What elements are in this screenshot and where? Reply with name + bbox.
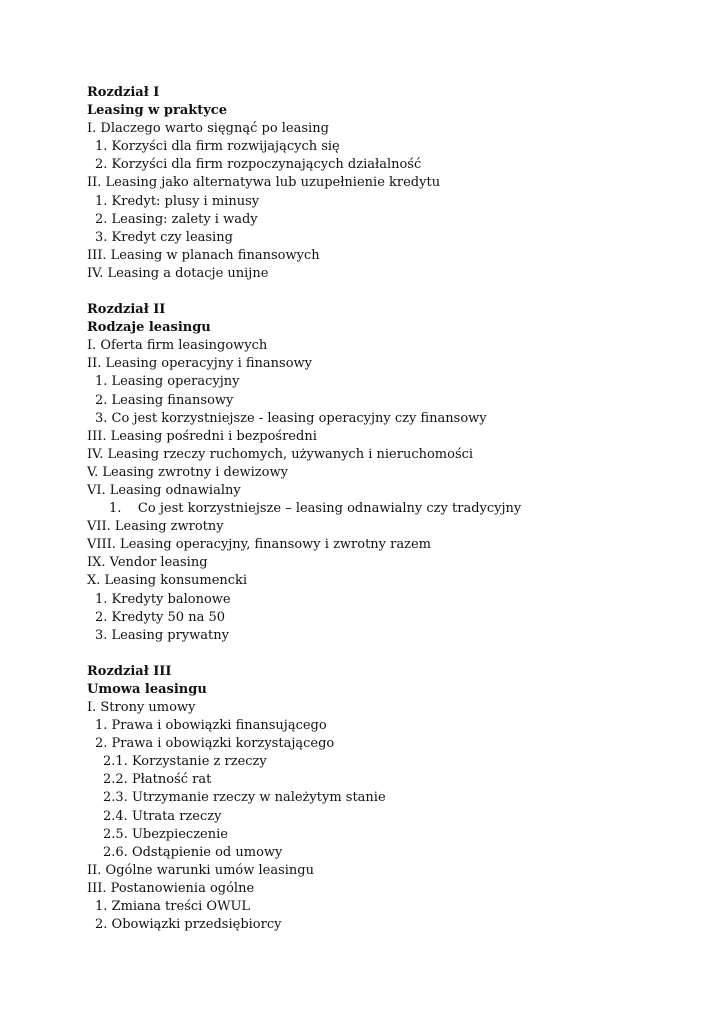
toc-item: IX. Vendor leasing xyxy=(87,555,208,571)
toc-item: 1. Prawa i obowiązki finansującego xyxy=(95,718,327,734)
toc-item: 2. Leasing finansowy xyxy=(95,392,234,408)
toc-item: II. Ogólne warunki umów leasingu xyxy=(87,862,314,878)
toc-item: 1. Kredyt: plusy i minusy xyxy=(95,193,260,209)
toc-item: 3. Co jest korzystniejsze - leasing operacyjny czy finansowy xyxy=(95,410,487,426)
toc-item: III. Leasing pośredni i bezpośredni xyxy=(87,428,317,444)
toc-item: III. Leasing w planach finansowych xyxy=(87,247,320,263)
toc-item: I. Dlaczego warto sięgnąć po leasing xyxy=(87,121,329,137)
toc-item: 1. Leasing operacyjny xyxy=(95,374,240,390)
toc-item: 1. Korzyści dla firm rozwijających się xyxy=(95,139,340,155)
toc-item: 2.3. Utrzymanie rzeczy w należytym stanie xyxy=(103,790,386,806)
toc-item: 2. Kredyty 50 na 50 xyxy=(95,609,225,625)
toc-item: 2.4. Utrata rzeczy xyxy=(103,808,222,824)
toc-item: 2. Korzyści dla firm rozpoczynających działalność xyxy=(95,157,422,173)
toc-item: 2. Leasing: zalety i wady xyxy=(95,211,258,227)
chapter-heading: Rozdział II xyxy=(87,302,166,318)
chapter-title: Rodzaje leasingu xyxy=(87,320,211,336)
chapter-3 xyxy=(87,663,687,934)
toc-item: 1. Kredyty balonowe xyxy=(95,591,231,607)
toc-item: II. Leasing operacyjny i finansowy xyxy=(87,356,313,372)
toc-item: 2.1. Korzystanie z rzeczy xyxy=(103,754,267,770)
toc-item: II. Leasing jako alternatywa lub uzupełnienie kredytu xyxy=(87,175,441,191)
chapter-title: Leasing w praktyce xyxy=(87,103,227,119)
toc-item: IV. Leasing rzeczy ruchomych, używanych i nieruchomości xyxy=(87,446,474,462)
toc-item: 1. Zmiana treści OWUL xyxy=(95,899,251,915)
toc-item: I. Oferta firm leasingowych xyxy=(87,338,268,354)
toc-item: 1. Co jest korzystniejsze – leasing odnawialny czy tradycyjny xyxy=(109,501,522,517)
toc-item: III. Postanowienia ogólne xyxy=(87,880,255,896)
chapter-2 xyxy=(87,301,687,645)
toc-item: V. Leasing zwrotny i dewizowy xyxy=(87,464,288,480)
toc-item: 2.6. Odstąpienie od umowy xyxy=(103,844,283,860)
chapter-1 xyxy=(87,84,687,283)
chapter-title: Umowa leasingu xyxy=(87,681,207,697)
toc-item: 2. Obowiązki przedsiębiorcy xyxy=(95,917,282,933)
table-of-contents xyxy=(87,84,687,952)
toc-item: VI. Leasing odnawialny xyxy=(87,482,241,498)
chapter-heading: Rozdział III xyxy=(87,663,172,679)
toc-item: 2.2. Płatność rat xyxy=(103,772,212,788)
toc-item: X. Leasing konsumencki xyxy=(87,573,248,589)
toc-item: 2.5. Ubezpieczenie xyxy=(103,826,228,842)
toc-item: 3. Kredyt czy leasing xyxy=(95,229,233,245)
chapter-heading: Rozdział I xyxy=(87,85,160,100)
toc-item: VII. Leasing zwrotny xyxy=(87,519,224,535)
toc-item: I. Strony umowy xyxy=(87,700,196,715)
toc-item: IV. Leasing a dotacje unijne xyxy=(87,265,269,281)
toc-item: VIII. Leasing operacyjny, finansowy i zwrotny razem xyxy=(87,537,431,553)
toc-item: 2. Prawa i obowiązki korzystającego xyxy=(95,736,335,752)
toc-item: 3. Leasing prywatny xyxy=(95,627,229,643)
